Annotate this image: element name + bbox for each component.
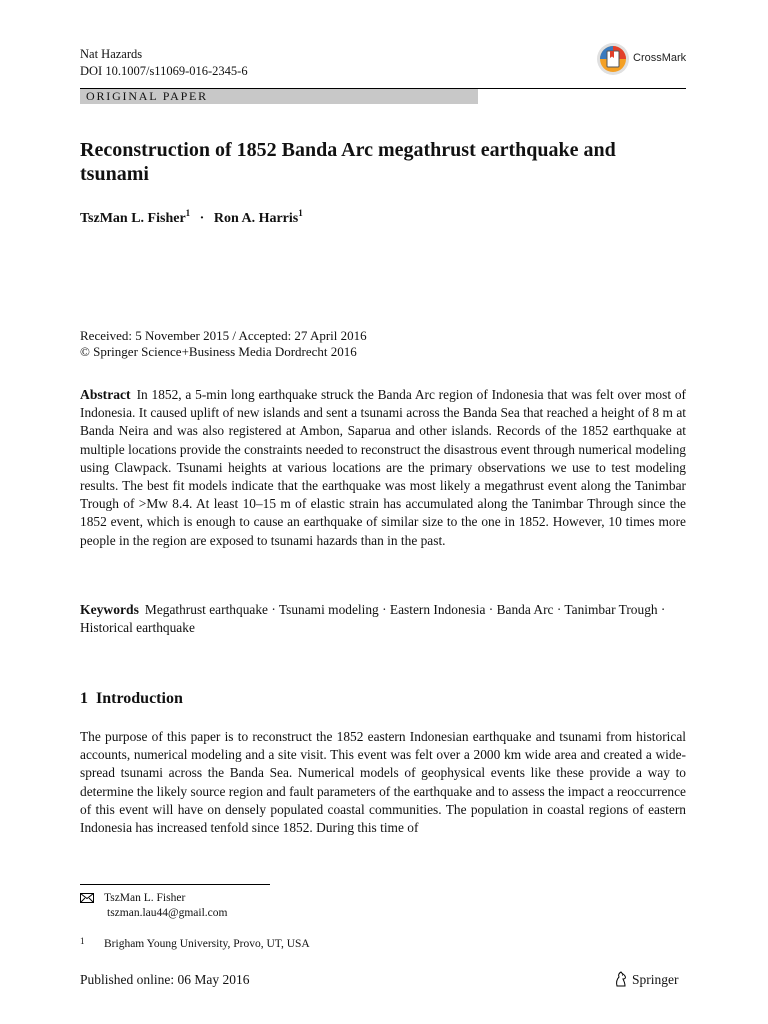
author-name[interactable]: Ron A. Harris	[213, 211, 299, 226]
envelope-icon	[80, 893, 94, 903]
author-list	[80, 208, 303, 227]
affiliation-text: Brigham Young University, Provo, UT, USA	[104, 938, 310, 950]
keywords-label: Keywords	[80, 602, 139, 617]
springer-horse-icon	[614, 971, 628, 987]
corresponding-author-note	[80, 891, 227, 920]
article-history	[80, 328, 367, 360]
journal-info	[80, 46, 248, 80]
abstract	[80, 386, 686, 550]
section-heading	[80, 690, 183, 708]
doi: DOI 10.1007/s11069-016-2345-6	[80, 64, 248, 78]
author-email[interactable]: tszman.lau44@gmail.com	[107, 906, 228, 919]
crossmark-label: CrossMark	[633, 52, 687, 64]
author-affiliation-mark: 1	[298, 208, 303, 218]
separator-dot: ·	[199, 211, 205, 226]
author-affiliation-mark: 1	[185, 208, 191, 218]
section-title: Introduction	[96, 690, 183, 707]
keywords-text: Megathrust earthquake · Tsunami modeling · Eastern Indonesia · Banda Arc · Tanimbar Trough · Historical earthquake	[80, 602, 666, 636]
introduction-text: The purpose of this paper is to reconstruct the 1852 eastern Indonesian earthquake and tsunami from historical accounts, numerical modeling and a site visit. This event was felt over a 2000 km wide area and created a wide-spread tsunami across the Banda Sea. Numerical models of geophysical events like these provide a way to determine the likely source region and fault parameters of the earthquake and to assess the impact a reoccurrence of this event will have on densely populated coastal communities. The population in coastal regions of eastern Indonesia has increased tenfold since 1852. During this time of	[80, 729, 686, 836]
affiliation-note	[80, 934, 310, 952]
abstract-label: Abstract	[80, 387, 131, 402]
author-name[interactable]: TszMan L. Fisher	[80, 211, 186, 226]
abstract-text: In 1852, a 5-min long earthquake struck the Banda Arc region of Indonesia that was felt over most of Indonesia. It caused uplift of new islands and sent a tsunami across the Banda Sea that reached a height of 8 m at Banda Neira and was also registered at Ambon, Saparua and other islands. Records of the 1852 earthquake at multiple locations provide the constraints needed to reconstruct the disastrous event through numerical modeling using Clawpack. Tsunami heights at various locations are the primary observations we use to test modeling results. The best fit models indicate that the earthquake was most likely a megathrust event along the Tanimbar Trough of >Mw 8.4. At least 10–15 m of elastic strain has accumulated along the Tanimbar Through since the 1852 event, which is enough to cause an earthquake of similar size to the one in 1852. However, 10 times more people in the region are exposed to tsunami hazards than in the past.	[80, 387, 686, 548]
crossmark-badge[interactable]	[596, 42, 688, 78]
journal-name: Nat Hazards	[80, 47, 143, 61]
section-number: 1	[80, 690, 88, 707]
keywords	[80, 601, 686, 637]
affiliation-number: 1	[80, 936, 85, 946]
footnote-rule	[80, 884, 270, 885]
publisher-logo[interactable]	[614, 971, 679, 988]
paper-title: Reconstruction of 1852 Banda Arc megathrust earthquake and tsunami	[80, 139, 616, 185]
copyright-line: © Springer Science+Business Media Dordrecht 2016	[80, 344, 357, 359]
published-date: Published online: 06 May 2016	[80, 972, 250, 987]
publisher-name: Springer	[632, 972, 679, 987]
paper-type: ORIGINAL PAPER	[86, 89, 208, 103]
crossmark-icon	[596, 42, 630, 76]
corresponding-author-name: TszMan L. Fisher	[104, 892, 186, 904]
received-accepted-dates: Received: 5 November 2015 / Accepted: 27 April 2016	[80, 328, 367, 343]
